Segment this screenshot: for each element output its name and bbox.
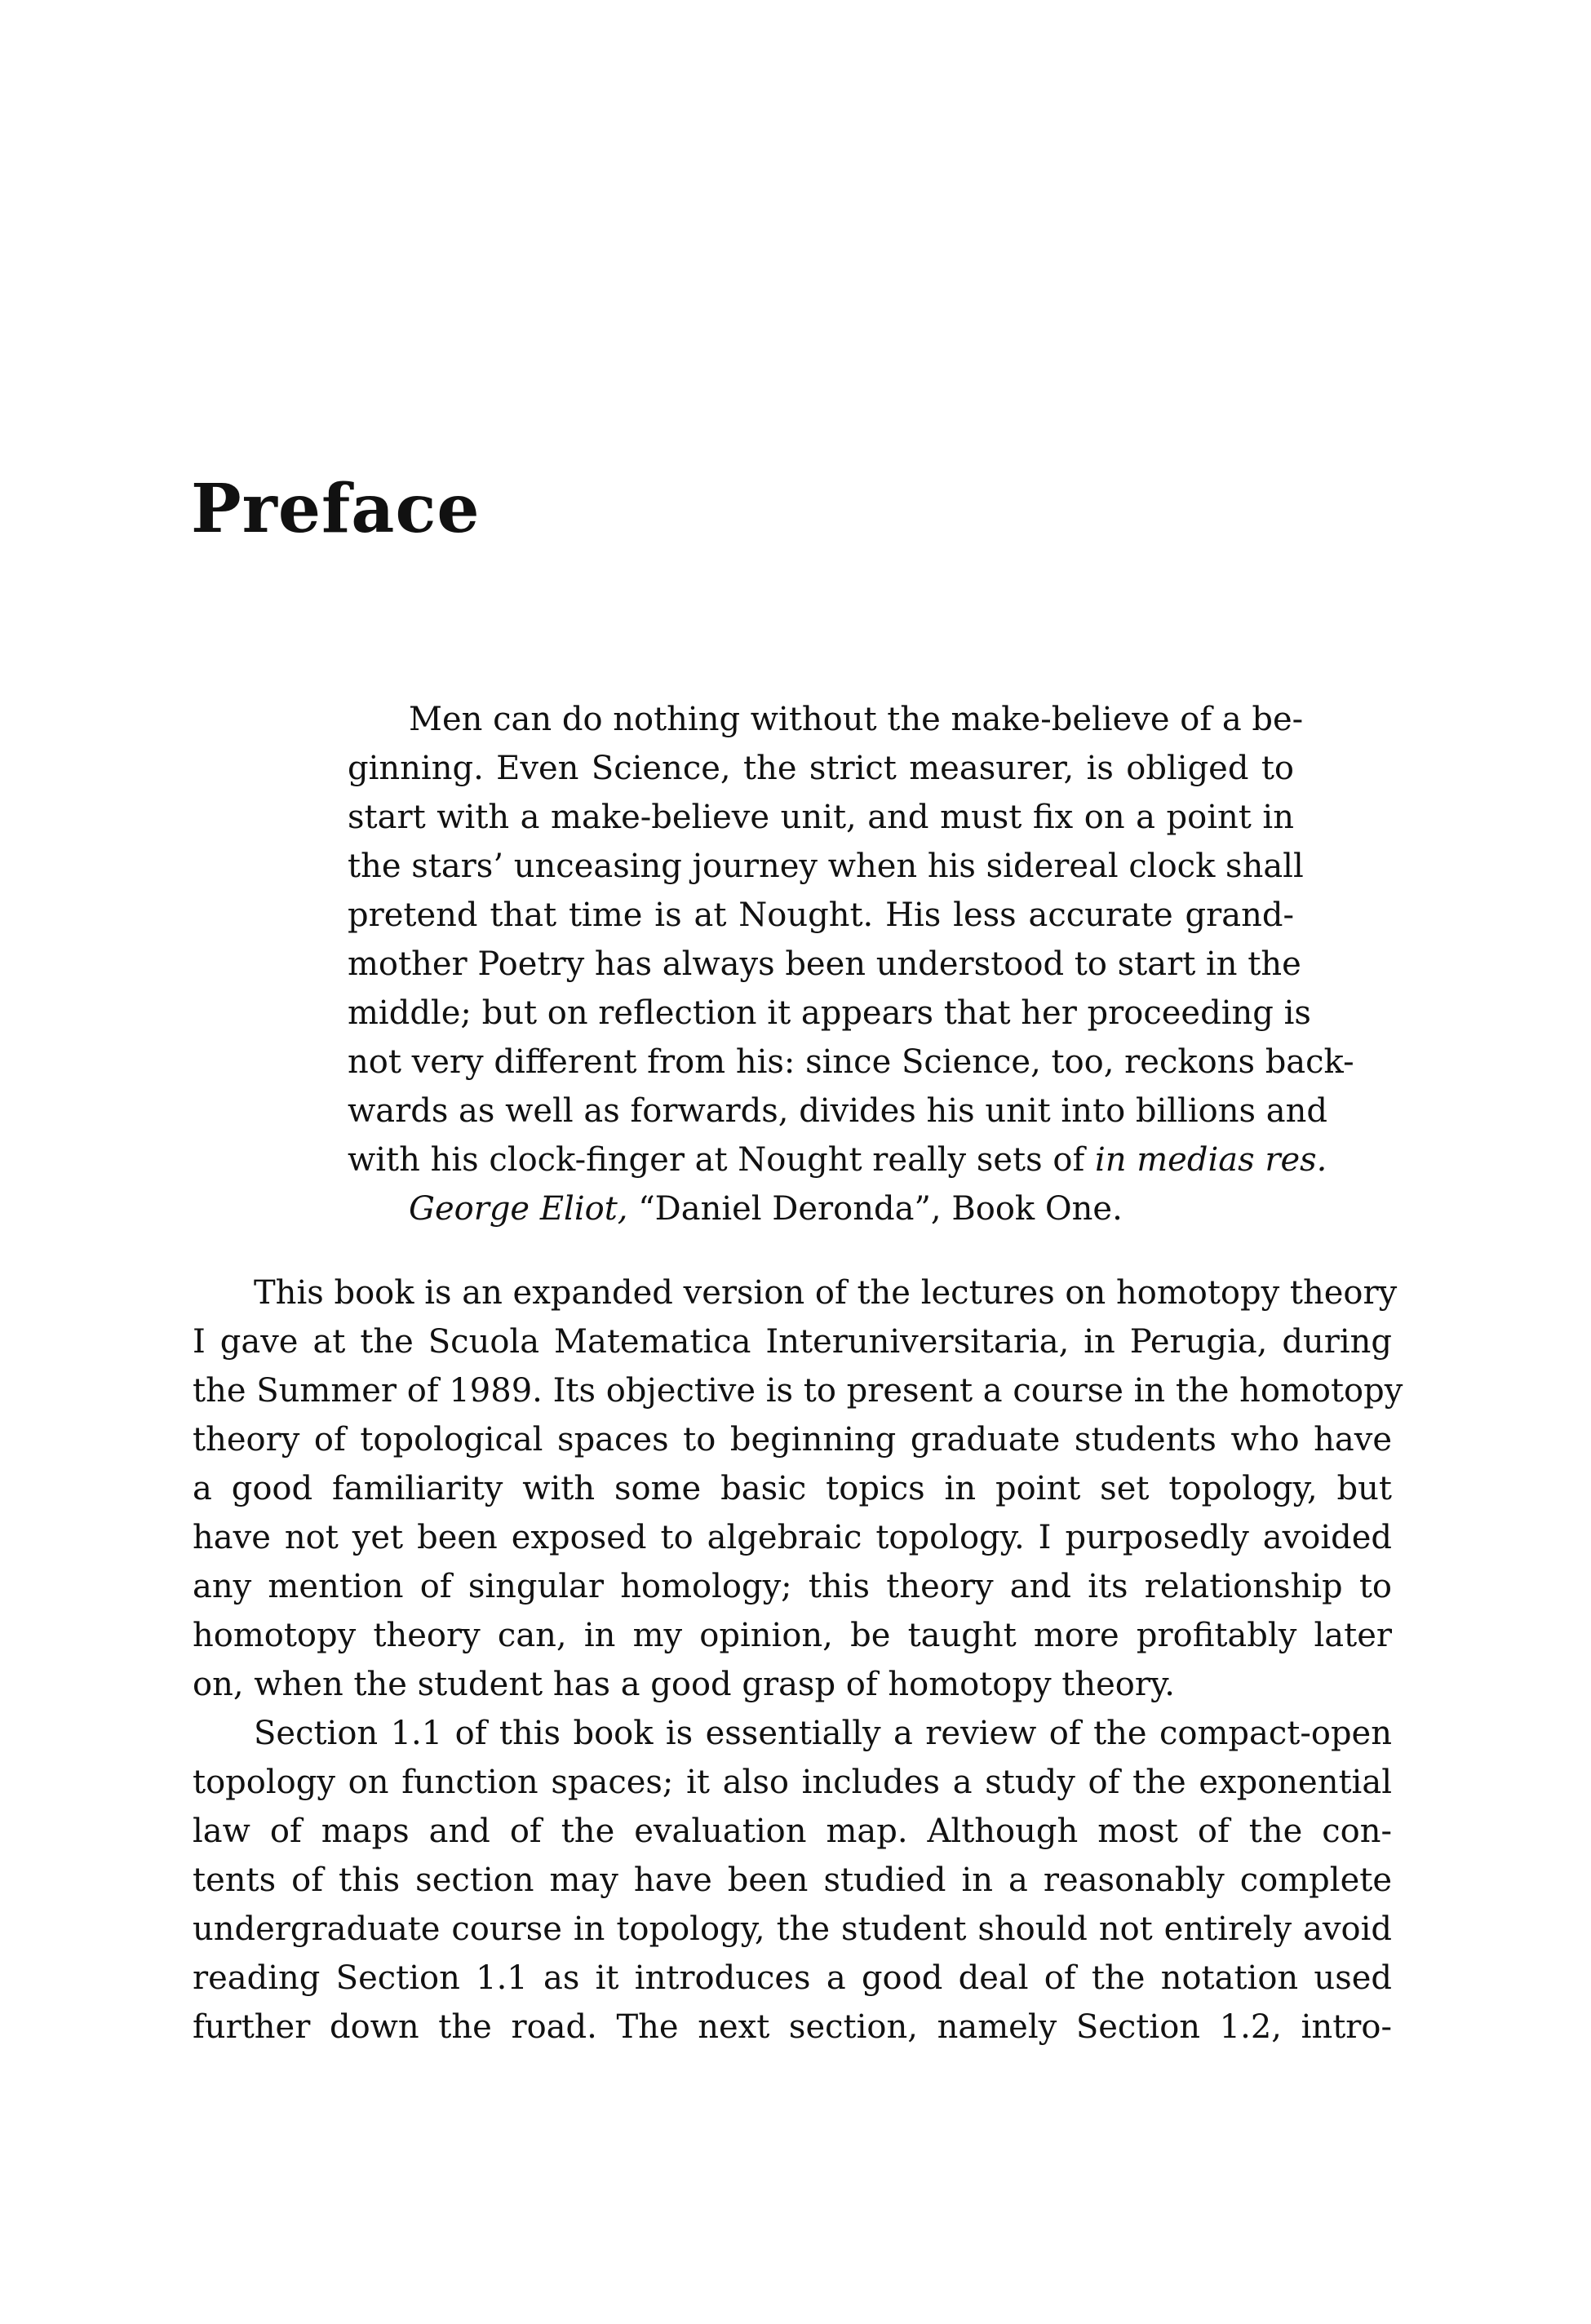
- preface-body: [193, 1268, 1403, 2052]
- epigraph-line: not very different from his: since Science, too, reckons back-: [348, 1043, 1354, 1081]
- paragraph-line: homotopy theory can, in my opinion, be taught more profitably later: [193, 1617, 1392, 1654]
- paragraph-line: a good familiarity with some basic topics in point set topology, but: [193, 1470, 1392, 1507]
- epigraph-line: middle; but on reflection it appears that her proceeding is: [348, 994, 1311, 1032]
- epigraph-attribution: [348, 1184, 1294, 1233]
- epigraph-last-line: [348, 1135, 1327, 1184]
- paragraph-line: Section 1.1 of this book is essentially a review of the compact-open: [254, 1715, 1392, 1752]
- paragraph-line: undergraduate course in topology, the student should not entirely avoid: [193, 1910, 1392, 1948]
- epigraph-line: the stars’ unceasing journey when his sidereal clock shall: [348, 848, 1304, 885]
- paragraph-line: have not yet been exposed to algebraic topology. I purposedly avoided: [193, 1519, 1392, 1556]
- epigraph-line: wards as well as forwards, divides his unit into billions and: [348, 1092, 1327, 1130]
- epigraph-italic-phrase: in medias res.: [1094, 1141, 1327, 1179]
- attribution-work: “Daniel Deronda”, Book One.: [627, 1190, 1123, 1228]
- paragraph-line: the Summer of 1989. Its objective is to present a course in the homotopy: [193, 1372, 1403, 1410]
- epigraph: [348, 695, 1354, 1233]
- epigraph-line: mother Poetry has always been understood to start in the: [348, 945, 1301, 983]
- paragraph-line: I gave at the Scuola Matematica Interuniversitaria, in Perugia, during: [193, 1323, 1392, 1361]
- paragraph-line: topology on function spaces; it also includes a study of the exponential: [193, 1764, 1392, 1801]
- paragraph-line: tents of this section may have been studied in a reasonably complete: [193, 1861, 1392, 1899]
- attribution-author: George Eliot,: [409, 1190, 628, 1228]
- paragraph-line: law of maps and of the evaluation map. Although most of the con-: [193, 1813, 1392, 1850]
- paragraph-line: on, when the student has a good grasp of homotopy theory.: [193, 1666, 1176, 1703]
- epigraph-line: ginning. Even Science, the strict measurer, is obliged to: [348, 750, 1294, 787]
- page-title: Preface: [191, 470, 481, 548]
- paragraph-line: reading Section 1.1 as it introduces a good deal of the notation used: [193, 1959, 1392, 1997]
- epigraph-last-line-text: with his clock-finger at Nought really sets of: [348, 1141, 1095, 1179]
- epigraph-line: Men can do nothing without the make-believe of a be-: [409, 701, 1304, 738]
- paragraph-line: further down the road. The next section, namely Section 1.2, intro-: [193, 2008, 1392, 2046]
- paragraph-line: This book is an expanded version of the lectures on homotopy theory: [254, 1274, 1398, 1312]
- epigraph-line: start with a make-believe unit, and must fix on a point in: [348, 799, 1294, 836]
- epigraph-line: pretend that time is at Nought. His less accurate grand-: [348, 896, 1294, 934]
- paragraph-line: any mention of singular homology; this theory and its relationship to: [193, 1568, 1392, 1605]
- paragraph-line: theory of topological spaces to beginning graduate students who have: [193, 1421, 1392, 1459]
